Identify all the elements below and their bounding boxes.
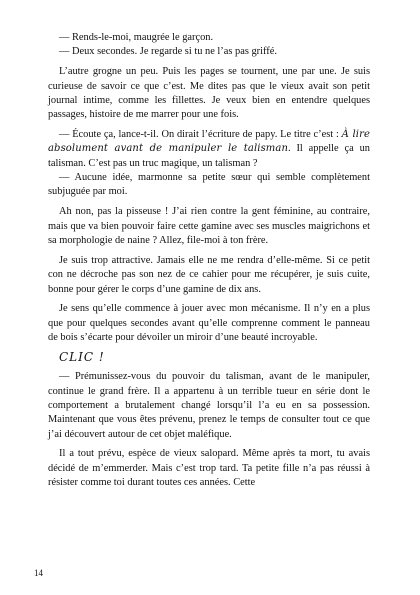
- paragraph: Je suis trop attractive. Jamais elle ne me rendra d’elle-même. Si ce petit con ne décroche pas son nez de ce cahier pour me récupérer, je suis cuite, bonne pour gérer le corps d’une gamine de dix ans.: [48, 254, 370, 295]
- text-run: — Écoute ça, lance-t-il. On dirait l’écriture de papy. Le titre c’est :: [59, 129, 342, 141]
- sound-effect: CLIC !: [59, 350, 105, 365]
- paragraph: Je sens qu’elle commence à jouer avec mon mécanisme. Il n’y en a plus que pour quelques secondes avant qu’elle comprenne comment le panneau de bois s’écarte pour dévoiler un miroir d’une beauté incroyable.: [48, 303, 370, 344]
- paragraph: Il a tout prévu, espèce de vieux salopard. Même après ta mort, tu avais décidé de m’emmerder. Mais c’est trop tard. Ta petite fille n’a pas réussi à résister comme toi durant toutes ces années. Cette: [48, 448, 370, 489]
- paragraph-dialogue: [48, 128, 370, 171]
- body-text: [48, 31, 370, 490]
- paragraph: Ah non, pas la pisseuse ! J’ai rien contre la gent féminine, au contraire, mais que va bien pouvoir faire cette gamine avec ses muscles maigrichons et sa morphologie de naine ? Allez, file-moi à ton frère.: [48, 206, 370, 246]
- paragraph: L’autre grogne un peu. Puis les pages se tournent, une par une. Je suis curieuse de savoir ce que c’est. Me dites pas que le vieux avait son petit journal intime, comme les fillettes. Je veux bien en entendre quelques passages, histoire de me marrer pour une fois.: [48, 66, 370, 121]
- paragraph-dialogue: — Rends-le-moi, maugrée le garçon.: [59, 32, 214, 43]
- paragraph-dialogue: — Aucune idée, marmonne sa petite sœur qui semble complètement subjuguée par moi.: [48, 172, 370, 198]
- handwritten-title: À lire absolument avant de manipuler le talisman: [48, 129, 370, 155]
- paragraph-dialogue: — Deux secondes. Je regarde si tu ne l’as pas griffé.: [59, 46, 277, 58]
- paragraph-dialogue: — Prémunissez-vous du pouvoir du talisman, avant de le manipuler, continue le grand frère. Il a appartenu à un terrible tueur en série dont le comportement a brutalement changé lorsqu’il l’a eu en sa possession. Maintenant que vous êtes prévenu, prenez le temps de consulter tout ce que j’ai découvert autour de cet objet maléfique.: [48, 371, 370, 440]
- page-number: 14: [34, 568, 43, 578]
- text-run: . Il appelle ça un talisman. C’est pas un truc magique, un talisman ?: [48, 143, 370, 169]
